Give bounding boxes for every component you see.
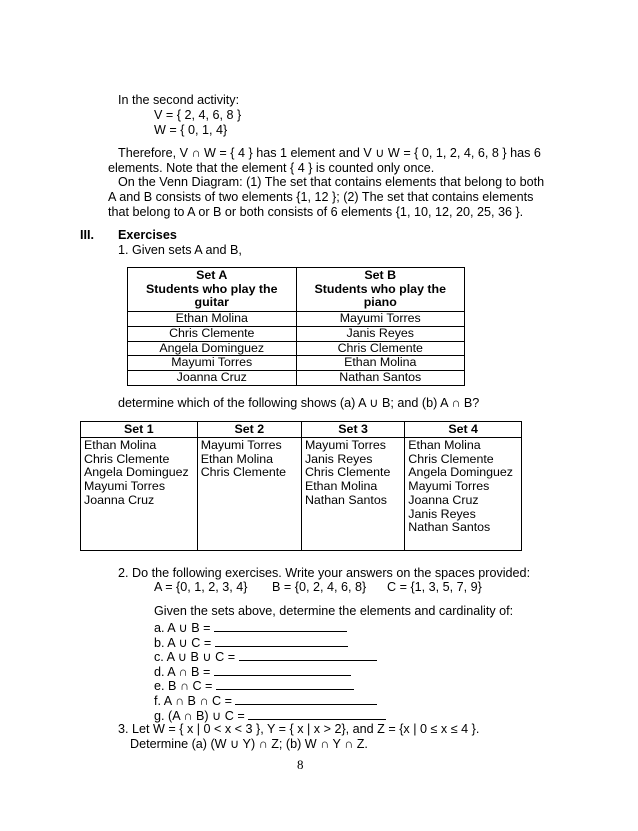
paragraph-line: elements. Note that the element { 4 } is counted only once. [108, 161, 435, 175]
table-row [128, 312, 465, 327]
answer-blank[interactable] [248, 708, 386, 720]
set-a-definition: A = {0, 1, 2, 3, 4} [154, 580, 248, 594]
set-c-definition: C = {1, 3, 5, 7, 9} [387, 580, 482, 594]
options-table-body-row [81, 438, 522, 551]
set-w: W = { 0, 1, 4} [154, 123, 228, 137]
answer-blank[interactable] [215, 635, 348, 647]
set-b-definition: B = {0, 2, 4, 6, 8} [272, 580, 367, 594]
list-item: Ethan Molina [304, 479, 378, 494]
option-column-set-4 [405, 438, 522, 551]
answer-blank[interactable] [216, 678, 354, 690]
list-item: Angela Dominguez [408, 465, 513, 480]
table-cell: Janis Reyes [296, 326, 464, 341]
table-cell: Nathan Santos [296, 370, 464, 385]
option-header: Set 2 [197, 422, 301, 438]
list-item: Mayumi Torres [200, 438, 282, 452]
list-item: Janis Reyes [304, 451, 373, 466]
table-cell: Chris Clemente [296, 341, 464, 356]
list-item: Nathan Santos [304, 492, 387, 507]
paragraph-line: A and B consists of two elements {1, 12 }; (2) The set that contains elements [108, 190, 534, 204]
list-item: Chris Clemente [200, 465, 287, 480]
paragraph-line: Therefore, V ∩ W = { 4 } has 1 element and V ∪ W = { 0, 1, 2, 4, 6, 8 } has 6 [118, 146, 541, 160]
answer-blank[interactable] [239, 649, 377, 661]
table-row [128, 326, 465, 341]
paragraph-line: that belong to A or B or both consists of 6 elements {1, 10, 12, 20, 25, 36 }. [108, 205, 524, 219]
table-cell: Joanna Cruz [128, 370, 297, 385]
list-item: Mayumi Torres [408, 479, 490, 494]
list-item: Angela Dominguez [84, 465, 189, 480]
option-column-set-3 [301, 438, 404, 551]
table-row [128, 356, 465, 371]
list-item: Janis Reyes [408, 506, 476, 521]
table-cell: Chris Clemente [128, 326, 297, 341]
option-column-set-2 [197, 438, 301, 551]
table-row [128, 370, 465, 385]
answer-blank[interactable] [214, 620, 347, 632]
section-number: III. [80, 228, 94, 242]
set-v: V = { 2, 4, 6, 8 } [154, 108, 242, 122]
option-header: Set 4 [405, 422, 522, 438]
options-table-header-row [81, 422, 522, 438]
exercise-item-3: 3. Let W = { x | 0 < x < 3 }, Y = { x | x > 2}, and Z = {x | 0 ≤ x ≤ 4 }. [118, 722, 480, 736]
exercise-item-2: 2. Do the following exercises. Write your answers on the spaces provided: [118, 566, 531, 580]
table-cell: Ethan Molina [128, 312, 297, 327]
intro-line: In the second activity: [118, 93, 240, 107]
table-cell: Mayumi Torres [296, 312, 464, 327]
set-b-header: Set B Students who play the piano [296, 268, 464, 312]
exercise-item-3-line: Determine (a) (W ∪ Y) ∩ Z; (b) W ∩ Y ∩ Z. [130, 737, 368, 751]
list-item: Ethan Molina [84, 438, 157, 452]
list-item: Ethan Molina [200, 451, 274, 466]
answer-line: f. A ∩ B ∩ C = [154, 693, 377, 708]
list-item: Nathan Santos [408, 520, 491, 535]
paragraph-line: On the Venn Diagram: (1) The set that contains elements that belong to both [118, 175, 545, 189]
table-row [128, 341, 465, 356]
option-header: Set 3 [301, 422, 404, 438]
list-item: Chris Clemente [84, 451, 170, 466]
sets-table-header-row [128, 268, 465, 312]
instruction-line: Given the sets above, determine the elements and cardinality of: [154, 604, 514, 618]
answer-line: b. A ∪ C = [154, 635, 348, 650]
table-cell: Mayumi Torres [128, 356, 297, 371]
option-header: Set 1 [81, 422, 198, 438]
answer-line: e. B ∩ C = [154, 678, 354, 693]
question-line: determine which of the following shows (a) A ∪ B; and (b) A ∩ B? [118, 396, 480, 410]
answer-line: g. (A ∩ B) ∪ C = [154, 708, 386, 723]
list-item: Joanna Cruz [408, 492, 479, 507]
answer-line: c. A ∪ B ∪ C = [154, 649, 377, 664]
set-a-header: Set A Students who play the guitar [128, 268, 297, 312]
page-number: 8 [297, 757, 304, 772]
list-item: Mayumi Torres [84, 479, 166, 494]
answer-blank[interactable] [214, 664, 351, 676]
list-item: Ethan Molina [408, 438, 481, 452]
list-item: Mayumi Torres [304, 438, 386, 452]
list-item: Joanna Cruz [84, 492, 155, 507]
answer-line: a. A ∪ B = [154, 620, 347, 635]
exercise-item-1: 1. Given sets A and B, [118, 243, 242, 257]
table-cell: Angela Dominguez [128, 341, 297, 356]
table-cell: Ethan Molina [296, 356, 464, 371]
answer-blank[interactable] [235, 693, 377, 705]
option-column-set-1 [81, 438, 198, 551]
answer-line: d. A ∩ B = [154, 664, 351, 679]
list-item: Chris Clemente [408, 451, 494, 466]
list-item: Chris Clemente [304, 465, 391, 480]
sets-table [127, 267, 465, 386]
options-table [80, 421, 522, 551]
section-title: Exercises [118, 228, 177, 242]
